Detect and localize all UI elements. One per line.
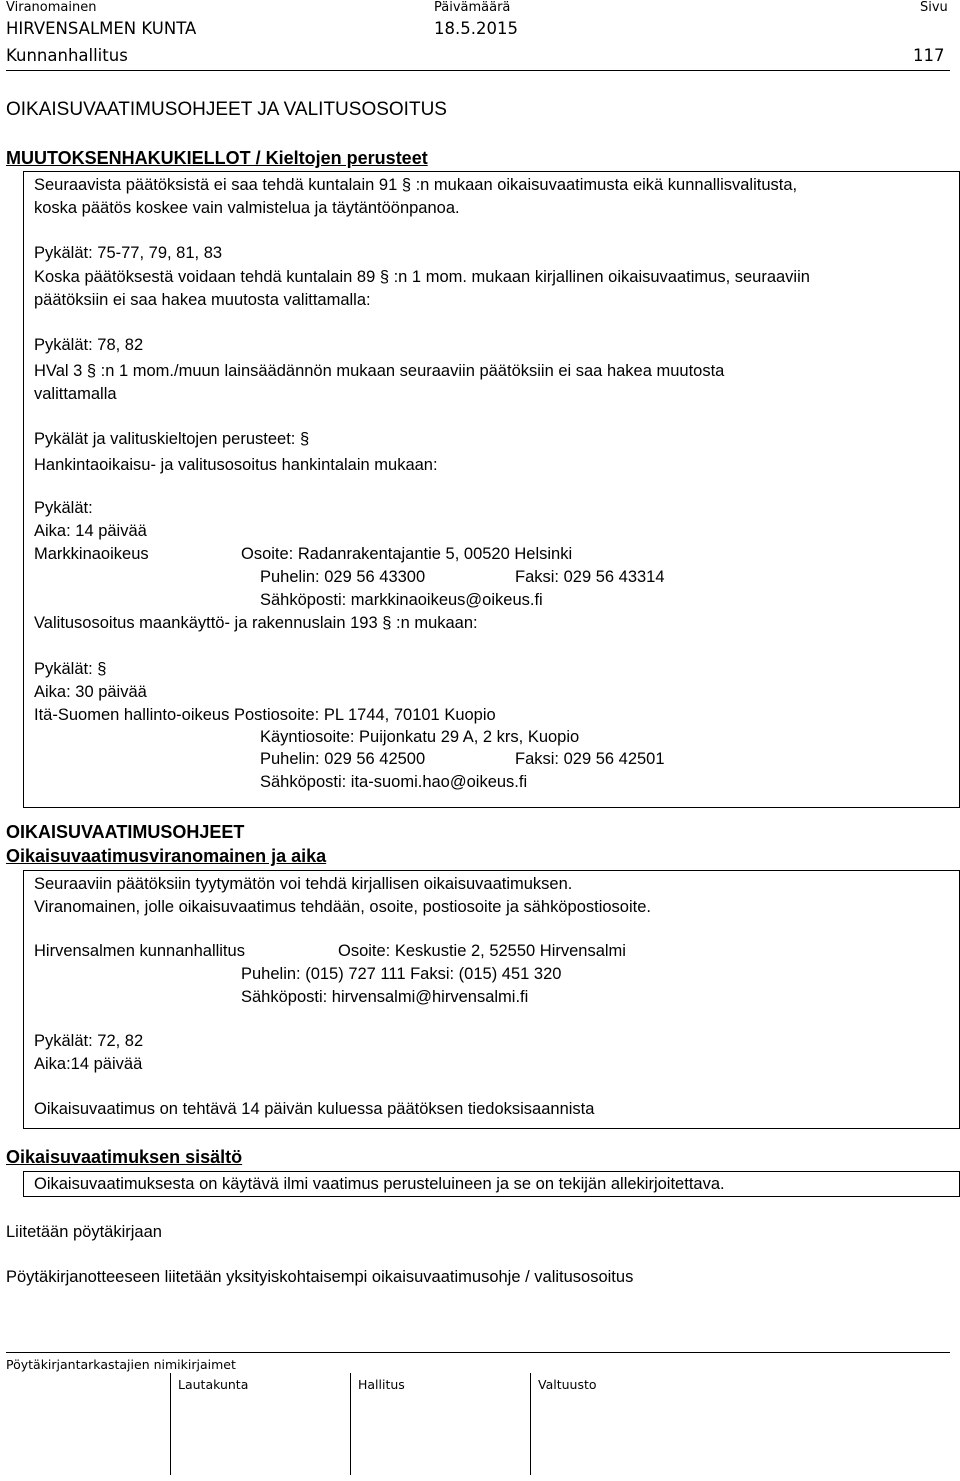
footer-column-divider-3 (530, 1373, 531, 1475)
page-title: OIKAISUVAATIMUSOHJEET JA VALITUSOSOITUS (6, 99, 447, 120)
header-authority-label: Viranomainen (6, 0, 97, 15)
s1-paragraph1-line2: koska päätös koskee vain valmistelua ja täytäntöönpanoa. (34, 199, 460, 217)
markkinaoikeus-email: Sähköposti: markkinaoikeus@oikeus.fi (260, 591, 543, 609)
s1-mrl-pykalat: Pykälät: § (34, 660, 107, 678)
markkinaoikeus-fax: Faksi: 029 56 43314 (515, 568, 665, 586)
section-subheading-viranomainen-aika: Oikaisuvaatimusviranomainen ja aika (6, 846, 327, 866)
s2-deadline: Oikaisuvaatimus on tehtävä 14 päivän kuluessa päätöksen tiedoksisaannista (34, 1100, 595, 1118)
header-authority: HIRVENSALMEN KUNTA (6, 19, 197, 38)
s1-hankinta-aika: Aika: 14 päivää (34, 522, 147, 540)
header-page-label: Sivu (920, 0, 948, 15)
hallinto-oikeus-phone: Puhelin: 029 56 42500 (260, 750, 426, 768)
liitetaan-heading: Liitetään pöytäkirjaan (6, 1223, 162, 1241)
footer-divider (6, 1352, 950, 1353)
kunnanhallitus-phone-fax: Puhelin: (015) 727 111 Faksi: (015) 451 320 (241, 965, 562, 983)
s1-mrl-title: Valitusosoitus maankäyttö- ja rakennuslain 193 § :n mukaan: (34, 614, 478, 632)
s3-text: Oikaisuvaatimuksesta on käytävä ilmi vaatimus perusteluineen ja se on tekijän allekirjoitettava. (34, 1175, 725, 1193)
liite-text: Pöytäkirjanotteeseen liitetään yksityiskohtaisempi oikaisuvaatimusohje / valitusosoitus (6, 1268, 634, 1286)
footer-col-lautakunta: Lautakunta (178, 1377, 249, 1392)
s1-paragraph1-line1: Seuraavista päätöksistä ei saa tehdä kuntalain 91 § :n mukaan oikaisuvaatimusta eikä kunnallisvalitusta, (34, 176, 798, 194)
header-date-label: Päivämäärä (434, 0, 511, 15)
s1-paragraph3-line1: HVal 3 § :n 1 mom./muun lainsäädännön mukaan seuraaviin päätöksiin ei saa hakea muutosta (34, 362, 725, 380)
hallinto-oikeus-fax: Faksi: 029 56 42501 (515, 750, 665, 768)
header-divider (6, 70, 950, 71)
s1-paragraph2-line1: Koska päätöksestä voidaan tehdä kuntalain 89 § :n 1 mom. mukaan kirjallinen oikaisuvaatimus, seuraaviin (34, 268, 810, 286)
footer-col-valtuusto: Valtuusto (538, 1377, 597, 1392)
hallinto-oikeus-email: Sähköposti: ita-suomi.hao@oikeus.fi (260, 773, 528, 791)
kunnanhallitus-email: Sähköposti: hirvensalmi@hirvensalmi.fi (241, 988, 529, 1006)
markkinaoikeus-address: Osoite: Radanrakentajantie 5, 00520 Helsinki (241, 545, 573, 563)
markkinaoikeus-phone: Puhelin: 029 56 43300 (260, 568, 426, 586)
kunnanhallitus-name: Hirvensalmen kunnanhallitus (34, 942, 245, 960)
s1-pykalat-75-83: Pykälät: 75-77, 79, 81, 83 (34, 244, 223, 262)
footer-column-divider-2 (350, 1373, 351, 1475)
s2-line1: Seuraaviin päätöksiin tyytymätön voi tehdä kirjallisen oikaisuvaatimuksen. (34, 875, 573, 893)
s1-hankinta-pykalat: Pykälät: (34, 499, 93, 517)
header-page-number: 117 (913, 46, 945, 65)
s1-paragraph2-line2: päätöksiin ei saa hakea muutosta valittamalla: (34, 291, 371, 309)
s1-pykalat-78-82: Pykälät: 78, 82 (34, 336, 144, 354)
footer-col-hallitus: Hallitus (358, 1377, 405, 1392)
s1-hankinta-title: Hankintaoikaisu- ja valitusosoitus hankintalain mukaan: (34, 456, 438, 474)
header-date: 18.5.2015 (434, 19, 518, 38)
s2-line2: Viranomainen, jolle oikaisuvaatimus tehdään, osoite, postiosoite ja sähköpostiosoite. (34, 898, 651, 916)
header-body: Kunnanhallitus (6, 46, 128, 65)
s1-pykalat-perusteet: Pykälät ja valituskieltojen perusteet: § (34, 430, 310, 448)
s1-paragraph3-line2: valittamalla (34, 385, 117, 403)
hallinto-oikeus-visit: Käyntiosoite: Puijonkatu 29 A, 2 krs, Kuopio (260, 728, 580, 746)
s2-aika: Aika:14 päivää (34, 1055, 143, 1073)
section-heading-oikaisuvaatimusohjeet: OIKAISUVAATIMUSOHJEET (6, 822, 245, 842)
footer-label: Pöytäkirjantarkastajien nimikirjaimet (6, 1357, 236, 1372)
hallinto-oikeus-postal: Itä-Suomen hallinto-oikeus Postiosoite: PL 1744, 70101 Kuopio (34, 706, 496, 724)
footer-column-divider-1 (170, 1373, 171, 1475)
markkinaoikeus-name: Markkinaoikeus (34, 545, 149, 563)
section-heading-sisalto: Oikaisuvaatimuksen sisältö (6, 1147, 243, 1167)
kunnanhallitus-address: Osoite: Keskustie 2, 52550 Hirvensalmi (338, 942, 626, 960)
section-heading-muutoksenhakukiellot: MUUTOKSENHAKUKIELLOT / Kieltojen perusteet (6, 148, 428, 168)
s2-pykalat: Pykälät: 72, 82 (34, 1032, 144, 1050)
s1-mrl-aika: Aika: 30 päivää (34, 683, 147, 701)
